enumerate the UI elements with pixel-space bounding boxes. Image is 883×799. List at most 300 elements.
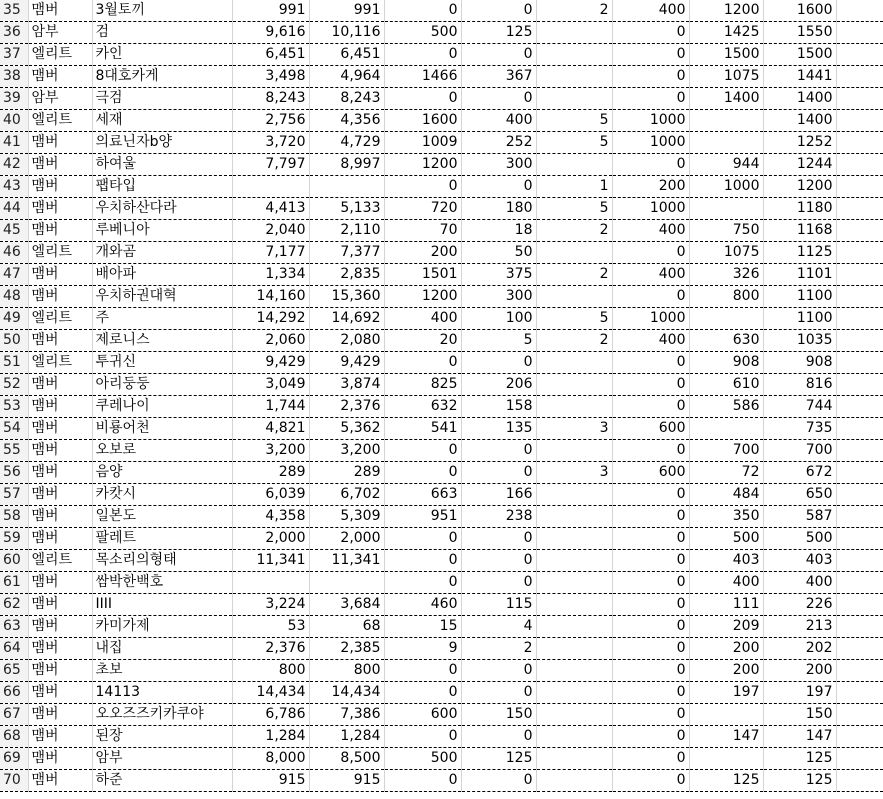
cell-empty[interactable] (836, 242, 883, 264)
cell-empty[interactable] (836, 418, 883, 440)
row-number[interactable]: 37 (0, 44, 28, 66)
cell-empty[interactable] (836, 704, 883, 726)
row-number[interactable]: 44 (0, 198, 28, 220)
cell-d[interactable]: 375 (461, 264, 536, 286)
cell-e[interactable] (536, 638, 612, 660)
cell-b[interactable]: 8,997 (309, 154, 384, 176)
cell-g[interactable]: 326 (689, 264, 763, 286)
cell-f[interactable]: 0 (612, 506, 689, 528)
cell-e[interactable] (536, 154, 612, 176)
cell-f[interactable]: 400 (612, 330, 689, 352)
cell-empty[interactable] (836, 352, 883, 374)
cell-name[interactable]: 카미가제 (92, 616, 232, 638)
cell-empty[interactable] (836, 44, 883, 66)
cell-a[interactable]: 3,498 (232, 66, 309, 88)
cell-b[interactable]: 289 (309, 462, 384, 484)
cell-g[interactable]: 403 (689, 550, 763, 572)
cell-e[interactable]: 5 (536, 198, 612, 220)
cell-grade[interactable]: 맴버 (28, 264, 92, 286)
cell-f[interactable]: 400 (612, 264, 689, 286)
cell-c[interactable]: 70 (384, 220, 461, 242)
cell-b[interactable]: 7,386 (309, 704, 384, 726)
cell-grade[interactable]: 암부 (28, 88, 92, 110)
cell-a[interactable]: 14,292 (232, 308, 309, 330)
cell-f[interactable]: 400 (612, 0, 689, 22)
cell-b[interactable]: 3,200 (309, 440, 384, 462)
cell-b[interactable]: 800 (309, 660, 384, 682)
cell-a[interactable]: 6,451 (232, 44, 309, 66)
cell-g[interactable]: 1400 (689, 88, 763, 110)
cell-d[interactable]: 0 (461, 0, 536, 22)
cell-d[interactable]: 0 (461, 682, 536, 704)
cell-g[interactable]: 1075 (689, 242, 763, 264)
cell-grade[interactable]: 맴버 (28, 726, 92, 748)
cell-empty[interactable] (836, 396, 883, 418)
row-number[interactable]: 35 (0, 0, 28, 22)
cell-total[interactable]: 1035 (763, 330, 836, 352)
cell-b[interactable]: 9,429 (309, 352, 384, 374)
cell-f[interactable]: 0 (612, 616, 689, 638)
row-number[interactable]: 54 (0, 418, 28, 440)
cell-f[interactable]: 0 (612, 22, 689, 44)
cell-c[interactable]: 0 (384, 44, 461, 66)
cell-total[interactable]: 1244 (763, 154, 836, 176)
cell-grade[interactable]: 맴버 (28, 616, 92, 638)
row-number[interactable]: 48 (0, 286, 28, 308)
cell-c[interactable]: 0 (384, 682, 461, 704)
cell-grade[interactable]: 맴버 (28, 374, 92, 396)
cell-grade[interactable]: 맴버 (28, 704, 92, 726)
cell-empty[interactable] (836, 330, 883, 352)
cell-total[interactable]: 150 (763, 704, 836, 726)
cell-a[interactable]: 1,744 (232, 396, 309, 418)
cell-d[interactable]: 5 (461, 330, 536, 352)
cell-b[interactable]: 15,360 (309, 286, 384, 308)
cell-total[interactable]: 587 (763, 506, 836, 528)
row-number[interactable]: 58 (0, 506, 28, 528)
cell-name[interactable]: 팹타입 (92, 176, 232, 198)
cell-grade[interactable]: 맴버 (28, 506, 92, 528)
cell-f[interactable]: 0 (612, 242, 689, 264)
cell-g[interactable]: 350 (689, 506, 763, 528)
cell-empty[interactable] (836, 484, 883, 506)
cell-d[interactable]: 300 (461, 154, 536, 176)
cell-a[interactable]: 6,039 (232, 484, 309, 506)
row-number[interactable]: 69 (0, 748, 28, 770)
cell-b[interactable]: 14,692 (309, 308, 384, 330)
cell-g[interactable]: 147 (689, 726, 763, 748)
cell-d[interactable]: 180 (461, 198, 536, 220)
cell-grade[interactable]: 맴버 (28, 748, 92, 770)
cell-g[interactable]: 484 (689, 484, 763, 506)
cell-b[interactable]: 11,341 (309, 550, 384, 572)
cell-g[interactable]: 630 (689, 330, 763, 352)
cell-b[interactable]: 2,385 (309, 638, 384, 660)
cell-grade[interactable]: 맴버 (28, 528, 92, 550)
cell-b[interactable]: 4,964 (309, 66, 384, 88)
cell-e[interactable] (536, 528, 612, 550)
cell-g[interactable] (689, 132, 763, 154)
cell-total[interactable]: 672 (763, 462, 836, 484)
cell-a[interactable]: 2,756 (232, 110, 309, 132)
cell-total[interactable]: 700 (763, 440, 836, 462)
cell-grade[interactable]: 맴버 (28, 132, 92, 154)
cell-a[interactable]: 7,797 (232, 154, 309, 176)
cell-a[interactable]: 991 (232, 0, 309, 22)
cell-c[interactable]: 500 (384, 748, 461, 770)
cell-b[interactable]: 6,451 (309, 44, 384, 66)
cell-total[interactable]: 1200 (763, 176, 836, 198)
cell-empty[interactable] (836, 0, 883, 22)
cell-grade[interactable]: 맴버 (28, 440, 92, 462)
cell-grade[interactable]: 맴버 (28, 154, 92, 176)
cell-grade[interactable]: 맴버 (28, 660, 92, 682)
cell-total[interactable]: 500 (763, 528, 836, 550)
cell-b[interactable]: 991 (309, 0, 384, 22)
cell-name[interactable]: 일본도 (92, 506, 232, 528)
cell-a[interactable]: 915 (232, 770, 309, 792)
cell-g[interactable] (689, 704, 763, 726)
cell-g[interactable]: 1500 (689, 44, 763, 66)
cell-grade[interactable]: 암부 (28, 22, 92, 44)
cell-b[interactable]: 2,376 (309, 396, 384, 418)
cell-e[interactable] (536, 440, 612, 462)
cell-name[interactable]: 우치하산다라 (92, 198, 232, 220)
row-number[interactable]: 50 (0, 330, 28, 352)
cell-total[interactable]: 1400 (763, 88, 836, 110)
cell-g[interactable] (689, 198, 763, 220)
cell-a[interactable]: 11,341 (232, 550, 309, 572)
cell-grade[interactable]: 맴버 (28, 330, 92, 352)
cell-g[interactable] (689, 418, 763, 440)
cell-c[interactable]: 541 (384, 418, 461, 440)
cell-empty[interactable] (836, 132, 883, 154)
cell-e[interactable] (536, 550, 612, 572)
cell-g[interactable]: 944 (689, 154, 763, 176)
cell-f[interactable]: 0 (612, 682, 689, 704)
cell-a[interactable]: 4,358 (232, 506, 309, 528)
cell-e[interactable]: 2 (536, 264, 612, 286)
cell-c[interactable]: 20 (384, 330, 461, 352)
cell-total[interactable]: 744 (763, 396, 836, 418)
cell-g[interactable] (689, 308, 763, 330)
cell-name[interactable]: 초보 (92, 660, 232, 682)
row-number[interactable]: 36 (0, 22, 28, 44)
cell-empty[interactable] (836, 66, 883, 88)
cell-total[interactable]: 1100 (763, 308, 836, 330)
cell-name[interactable]: 아리둥둥 (92, 374, 232, 396)
cell-a[interactable]: 53 (232, 616, 309, 638)
cell-g[interactable]: 1200 (689, 0, 763, 22)
cell-name[interactable]: 카인 (92, 44, 232, 66)
cell-f[interactable]: 0 (612, 396, 689, 418)
cell-c[interactable]: 0 (384, 352, 461, 374)
cell-c[interactable]: 0 (384, 550, 461, 572)
cell-g[interactable]: 586 (689, 396, 763, 418)
cell-f[interactable]: 0 (612, 726, 689, 748)
cell-f[interactable]: 400 (612, 220, 689, 242)
cell-c[interactable]: 0 (384, 770, 461, 792)
cell-f[interactable]: 0 (612, 352, 689, 374)
row-number[interactable]: 57 (0, 484, 28, 506)
cell-g[interactable]: 197 (689, 682, 763, 704)
cell-empty[interactable] (836, 660, 883, 682)
cell-e[interactable] (536, 616, 612, 638)
cell-d[interactable]: 0 (461, 440, 536, 462)
cell-a[interactable]: 2,000 (232, 528, 309, 550)
cell-d[interactable]: 238 (461, 506, 536, 528)
cell-total[interactable]: 147 (763, 726, 836, 748)
cell-d[interactable]: 0 (461, 660, 536, 682)
row-number[interactable]: 53 (0, 396, 28, 418)
cell-d[interactable]: 158 (461, 396, 536, 418)
cell-total[interactable]: 1441 (763, 66, 836, 88)
cell-a[interactable]: 289 (232, 462, 309, 484)
cell-total[interactable]: 908 (763, 352, 836, 374)
cell-e[interactable] (536, 286, 612, 308)
cell-g[interactable]: 200 (689, 638, 763, 660)
cell-empty[interactable] (836, 594, 883, 616)
cell-e[interactable] (536, 88, 612, 110)
cell-d[interactable]: 367 (461, 66, 536, 88)
cell-g[interactable]: 908 (689, 352, 763, 374)
cell-b[interactable] (309, 572, 384, 594)
cell-e[interactable] (536, 352, 612, 374)
cell-total[interactable]: 213 (763, 616, 836, 638)
cell-empty[interactable] (836, 198, 883, 220)
cell-b[interactable]: 1,284 (309, 726, 384, 748)
cell-d[interactable]: 0 (461, 88, 536, 110)
cell-name[interactable]: 극검 (92, 88, 232, 110)
cell-name[interactable]: 쿠레나이 (92, 396, 232, 418)
cell-d[interactable]: 2 (461, 638, 536, 660)
cell-e[interactable]: 5 (536, 308, 612, 330)
cell-total[interactable]: 1400 (763, 110, 836, 132)
cell-a[interactable]: 6,786 (232, 704, 309, 726)
cell-g[interactable]: 610 (689, 374, 763, 396)
cell-total[interactable]: 1100 (763, 286, 836, 308)
cell-c[interactable]: 15 (384, 616, 461, 638)
cell-c[interactable]: 0 (384, 572, 461, 594)
cell-empty[interactable] (836, 638, 883, 660)
cell-e[interactable]: 2 (536, 220, 612, 242)
cell-d[interactable]: 400 (461, 110, 536, 132)
cell-b[interactable]: 4,729 (309, 132, 384, 154)
row-number[interactable]: 49 (0, 308, 28, 330)
row-number[interactable]: 40 (0, 110, 28, 132)
row-number[interactable]: 51 (0, 352, 28, 374)
cell-c[interactable]: 1466 (384, 66, 461, 88)
cell-name[interactable]: 투귀신 (92, 352, 232, 374)
cell-a[interactable]: 800 (232, 660, 309, 682)
cell-g[interactable]: 125 (689, 770, 763, 792)
cell-f[interactable]: 1000 (612, 198, 689, 220)
cell-a[interactable]: 3,200 (232, 440, 309, 462)
cell-a[interactable]: 4,413 (232, 198, 309, 220)
cell-f[interactable]: 0 (612, 440, 689, 462)
cell-d[interactable]: 0 (461, 572, 536, 594)
cell-c[interactable]: 460 (384, 594, 461, 616)
cell-c[interactable]: 0 (384, 176, 461, 198)
cell-name[interactable]: 카캇시 (92, 484, 232, 506)
cell-e[interactable] (536, 770, 612, 792)
cell-d[interactable]: 0 (461, 176, 536, 198)
cell-name[interactable]: 검 (92, 22, 232, 44)
cell-total[interactable]: 1125 (763, 242, 836, 264)
row-number[interactable]: 63 (0, 616, 28, 638)
cell-empty[interactable] (836, 88, 883, 110)
cell-d[interactable]: 0 (461, 352, 536, 374)
cell-f[interactable]: 0 (612, 572, 689, 594)
cell-b[interactable]: 68 (309, 616, 384, 638)
cell-b[interactable]: 10,116 (309, 22, 384, 44)
cell-grade[interactable]: 맴버 (28, 176, 92, 198)
cell-e[interactable] (536, 66, 612, 88)
cell-e[interactable] (536, 660, 612, 682)
cell-name[interactable]: 3월토끼 (92, 0, 232, 22)
cell-e[interactable] (536, 44, 612, 66)
cell-d[interactable]: 18 (461, 220, 536, 242)
cell-g[interactable]: 500 (689, 528, 763, 550)
cell-c[interactable]: 1200 (384, 154, 461, 176)
cell-total[interactable]: 816 (763, 374, 836, 396)
cell-c[interactable]: 0 (384, 88, 461, 110)
cell-e[interactable] (536, 242, 612, 264)
cell-name[interactable]: 음양 (92, 462, 232, 484)
cell-f[interactable]: 0 (612, 770, 689, 792)
cell-c[interactable]: 1009 (384, 132, 461, 154)
cell-g[interactable]: 1075 (689, 66, 763, 88)
cell-g[interactable] (689, 748, 763, 770)
cell-total[interactable]: 197 (763, 682, 836, 704)
cell-d[interactable]: 125 (461, 22, 536, 44)
row-number[interactable]: 66 (0, 682, 28, 704)
cell-grade[interactable]: 엘리트 (28, 308, 92, 330)
cell-d[interactable]: 0 (461, 550, 536, 572)
row-number[interactable]: 43 (0, 176, 28, 198)
cell-name[interactable]: 오보로 (92, 440, 232, 462)
cell-name[interactable]: 쌈박한백호 (92, 572, 232, 594)
cell-b[interactable]: 5,133 (309, 198, 384, 220)
cell-a[interactable]: 7,177 (232, 242, 309, 264)
row-number[interactable]: 41 (0, 132, 28, 154)
cell-empty[interactable] (836, 550, 883, 572)
row-number[interactable]: 56 (0, 462, 28, 484)
cell-grade[interactable]: 맴버 (28, 682, 92, 704)
cell-f[interactable]: 0 (612, 66, 689, 88)
cell-f[interactable]: 0 (612, 660, 689, 682)
row-number[interactable]: 60 (0, 550, 28, 572)
cell-c[interactable]: 825 (384, 374, 461, 396)
cell-total[interactable]: 226 (763, 594, 836, 616)
cell-total[interactable]: 202 (763, 638, 836, 660)
cell-grade[interactable]: 엘리트 (28, 242, 92, 264)
cell-empty[interactable] (836, 528, 883, 550)
cell-f[interactable]: 0 (612, 286, 689, 308)
cell-c[interactable]: 0 (384, 528, 461, 550)
cell-e[interactable] (536, 748, 612, 770)
cell-f[interactable]: 0 (612, 704, 689, 726)
cell-total[interactable]: 403 (763, 550, 836, 572)
cell-grade[interactable]: 맴버 (28, 418, 92, 440)
cell-grade[interactable]: 맴버 (28, 572, 92, 594)
cell-g[interactable]: 1425 (689, 22, 763, 44)
cell-c[interactable]: 0 (384, 0, 461, 22)
cell-total[interactable]: 1550 (763, 22, 836, 44)
cell-b[interactable]: 2,110 (309, 220, 384, 242)
cell-a[interactable]: 2,376 (232, 638, 309, 660)
cell-e[interactable] (536, 726, 612, 748)
cell-g[interactable]: 750 (689, 220, 763, 242)
cell-c[interactable]: 0 (384, 660, 461, 682)
cell-name[interactable]: 우치하권대혁 (92, 286, 232, 308)
cell-name[interactable]: 목소리의형태 (92, 550, 232, 572)
cell-grade[interactable]: 맴버 (28, 462, 92, 484)
cell-f[interactable]: 0 (612, 44, 689, 66)
cell-c[interactable]: 1200 (384, 286, 461, 308)
cell-empty[interactable] (836, 154, 883, 176)
cell-e[interactable] (536, 682, 612, 704)
cell-f[interactable]: 0 (612, 528, 689, 550)
cell-a[interactable]: 2,040 (232, 220, 309, 242)
cell-f[interactable]: 0 (612, 484, 689, 506)
cell-b[interactable]: 8,243 (309, 88, 384, 110)
cell-b[interactable]: 2,835 (309, 264, 384, 286)
cell-empty[interactable] (836, 176, 883, 198)
cell-f[interactable]: 0 (612, 638, 689, 660)
cell-a[interactable]: 2,060 (232, 330, 309, 352)
cell-empty[interactable] (836, 726, 883, 748)
row-number[interactable]: 67 (0, 704, 28, 726)
cell-c[interactable]: 632 (384, 396, 461, 418)
cell-c[interactable]: 0 (384, 440, 461, 462)
cell-g[interactable]: 200 (689, 660, 763, 682)
cell-c[interactable]: 720 (384, 198, 461, 220)
cell-b[interactable]: 6,702 (309, 484, 384, 506)
cell-total[interactable]: 1600 (763, 0, 836, 22)
cell-name[interactable]: 암부 (92, 748, 232, 770)
cell-grade[interactable]: 맴버 (28, 770, 92, 792)
cell-f[interactable]: 0 (612, 748, 689, 770)
cell-g[interactable]: 111 (689, 594, 763, 616)
cell-name[interactable]: 팔레트 (92, 528, 232, 550)
cell-e[interactable] (536, 484, 612, 506)
cell-b[interactable]: 3,684 (309, 594, 384, 616)
cell-name[interactable]: 의료닌자b양 (92, 132, 232, 154)
cell-name[interactable]: 세재 (92, 110, 232, 132)
row-number[interactable]: 38 (0, 66, 28, 88)
cell-a[interactable]: 8,000 (232, 748, 309, 770)
cell-total[interactable]: 200 (763, 660, 836, 682)
cell-c[interactable]: 663 (384, 484, 461, 506)
cell-empty[interactable] (836, 748, 883, 770)
cell-total[interactable]: 1500 (763, 44, 836, 66)
cell-name[interactable]: 된장 (92, 726, 232, 748)
cell-name[interactable]: 루베니아 (92, 220, 232, 242)
cell-total[interactable]: 650 (763, 484, 836, 506)
cell-grade[interactable]: 맴버 (28, 594, 92, 616)
cell-c[interactable]: 600 (384, 704, 461, 726)
cell-b[interactable]: 14,434 (309, 682, 384, 704)
cell-d[interactable]: 135 (461, 418, 536, 440)
cell-empty[interactable] (836, 220, 883, 242)
cell-b[interactable]: 4,356 (309, 110, 384, 132)
cell-grade[interactable]: 맴버 (28, 220, 92, 242)
row-number[interactable]: 46 (0, 242, 28, 264)
cell-b[interactable] (309, 176, 384, 198)
cell-grade[interactable]: 맴버 (28, 638, 92, 660)
cell-empty[interactable] (836, 770, 883, 792)
